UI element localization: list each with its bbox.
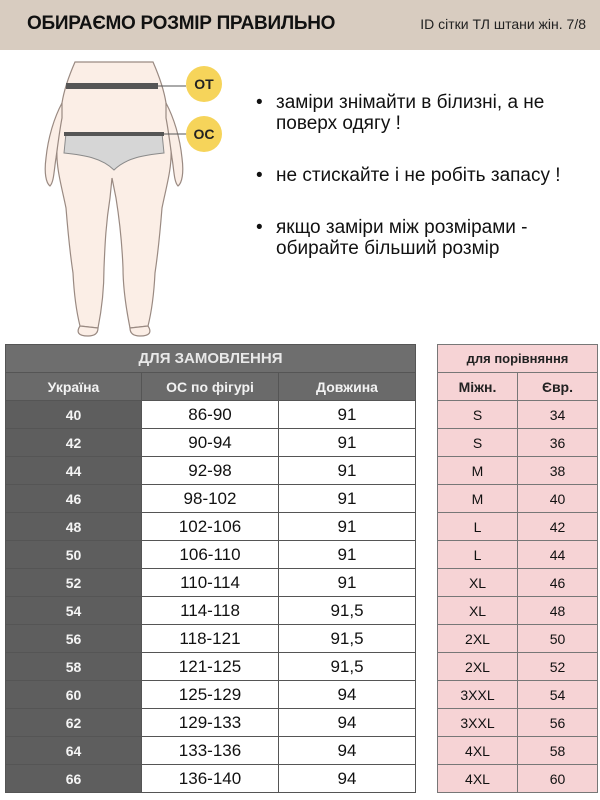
table-cell: 34: [518, 401, 598, 429]
table-cell: 56: [6, 625, 142, 653]
table-row: [6, 485, 416, 513]
table-row: [6, 625, 416, 653]
table-row: [438, 653, 598, 681]
table-cell: 38: [518, 457, 598, 485]
table-cell: 66: [6, 765, 142, 793]
table-cell: 62: [6, 709, 142, 737]
table-cell: 48: [518, 597, 598, 625]
table-cell: 110-114: [142, 569, 279, 597]
table-cell: 42: [518, 513, 598, 541]
order-size-table: [5, 344, 416, 793]
table-cell: 52: [6, 569, 142, 597]
table-cell: 40: [6, 401, 142, 429]
table-cell: 3XXL: [438, 709, 518, 737]
tip-item: • якщо заміри між розмірами - обирайте більший розмір: [256, 217, 586, 259]
column-header: Довжина: [279, 373, 416, 401]
table-cell: 58: [518, 737, 598, 765]
table-cell: 2XL: [438, 653, 518, 681]
tip-item: • заміри знімайти в білизні, а не поверх одягу !: [256, 92, 586, 134]
table-cell: 56: [518, 709, 598, 737]
table-row: [6, 737, 416, 765]
table-row: [438, 597, 598, 625]
table-cell: 4XL: [438, 737, 518, 765]
table-row: [438, 485, 598, 513]
table-cell: 91,5: [279, 625, 416, 653]
comparison-size-table: [437, 344, 598, 793]
table-cell: 98-102: [142, 485, 279, 513]
table-cell: 50: [518, 625, 598, 653]
table-row: [438, 765, 598, 793]
table-cell: 54: [6, 597, 142, 625]
table-cell: 86-90: [142, 401, 279, 429]
table-row: [6, 681, 416, 709]
table-cell: L: [438, 513, 518, 541]
table-cell: 64: [6, 737, 142, 765]
table-cell: 52: [518, 653, 598, 681]
table-cell: 91: [279, 541, 416, 569]
table-cell: 102-106: [142, 513, 279, 541]
table-cell: 118-121: [142, 625, 279, 653]
measurement-tips: [256, 92, 586, 290]
table-row: [438, 709, 598, 737]
table-row: [438, 457, 598, 485]
table-cell: 58: [6, 653, 142, 681]
table-row: [6, 765, 416, 793]
table-cell: 114-118: [142, 597, 279, 625]
table-cell: 133-136: [142, 737, 279, 765]
table-cell: 94: [279, 709, 416, 737]
table-cell: 91: [279, 457, 416, 485]
table-cell: XL: [438, 569, 518, 597]
table-cell: 129-133: [142, 709, 279, 737]
table-cell: 91: [279, 429, 416, 457]
table-cell: 50: [6, 541, 142, 569]
table-row: [6, 513, 416, 541]
table-row: [6, 401, 416, 429]
table-row: [438, 541, 598, 569]
table-cell: 2XL: [438, 625, 518, 653]
chart-id: ID сітки ТЛ штани жін. 7/8: [420, 16, 586, 32]
table-cell: 91,5: [279, 597, 416, 625]
waist-marker: ОТ: [186, 66, 222, 102]
table-caption: для порівняння: [438, 345, 598, 373]
table-row: [438, 681, 598, 709]
comparison-table-body: [438, 401, 598, 793]
table-cell: 92-98: [142, 457, 279, 485]
table-row: [6, 709, 416, 737]
table-cell: 125-129: [142, 681, 279, 709]
table-cell: 91: [279, 513, 416, 541]
table-cell: 46: [6, 485, 142, 513]
table-cell: 94: [279, 681, 416, 709]
table-cell: 91,5: [279, 653, 416, 681]
table-cell: 91: [279, 569, 416, 597]
hip-marker: ОС: [186, 116, 222, 152]
table-cell: M: [438, 485, 518, 513]
table-cell: 91: [279, 401, 416, 429]
table-row: [438, 401, 598, 429]
table-row: [6, 457, 416, 485]
table-cell: 44: [518, 541, 598, 569]
column-header: Євр.: [518, 373, 598, 401]
column-header: Міжн.: [438, 373, 518, 401]
table-caption: ДЛЯ ЗАМОВЛЕННЯ: [6, 345, 416, 373]
table-cell: 94: [279, 765, 416, 793]
order-table-body: [6, 401, 416, 793]
page-title: ОБИРАЄМО РОЗМІР ПРАВИЛЬНО: [27, 13, 336, 34]
table-row: [6, 541, 416, 569]
table-cell: 44: [6, 457, 142, 485]
table-cell: S: [438, 429, 518, 457]
table-cell: 42: [6, 429, 142, 457]
table-row: [6, 569, 416, 597]
table-row: [438, 569, 598, 597]
table-cell: 106-110: [142, 541, 279, 569]
table-cell: 4XL: [438, 765, 518, 793]
table-cell: M: [438, 457, 518, 485]
body-figure-illustration: [40, 58, 240, 338]
table-cell: XL: [438, 597, 518, 625]
table-cell: 48: [6, 513, 142, 541]
column-header: ОС по фігурі: [142, 373, 279, 401]
table-row: [6, 429, 416, 457]
table-cell: 54: [518, 681, 598, 709]
table-row: [438, 737, 598, 765]
table-cell: L: [438, 541, 518, 569]
table-cell: 36: [518, 429, 598, 457]
table-row: [6, 653, 416, 681]
table-cell: 121-125: [142, 653, 279, 681]
table-cell: 136-140: [142, 765, 279, 793]
table-cell: 3XXL: [438, 681, 518, 709]
column-header: Україна: [6, 373, 142, 401]
table-row: [438, 429, 598, 457]
table-row: [6, 597, 416, 625]
table-cell: 91: [279, 485, 416, 513]
table-cell: 46: [518, 569, 598, 597]
table-row: [438, 513, 598, 541]
table-cell: 60: [6, 681, 142, 709]
header-bar: [0, 0, 600, 50]
table-cell: S: [438, 401, 518, 429]
table-cell: 40: [518, 485, 598, 513]
table-cell: 90-94: [142, 429, 279, 457]
table-row: [438, 625, 598, 653]
table-cell: 94: [279, 737, 416, 765]
tip-item: • не стискайте і не робіть запасу !: [256, 165, 586, 186]
table-cell: 60: [518, 765, 598, 793]
